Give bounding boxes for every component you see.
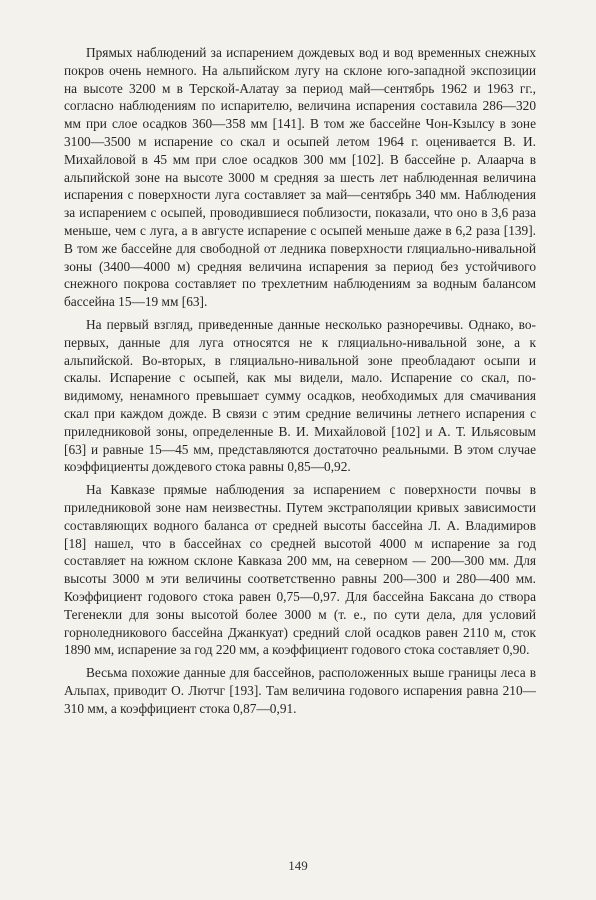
paragraph-2: На первый взгляд, приведенные данные несколько разноречивы. Однако, во-первых, данные для луга относятся не к гляциально-нивальной зоне, а к альпийской. Во-вторых, в гляциально-нивальной зоне преобладают осыпи и скалы. Испарение с осыпей, как мы видели, мало. Испарение со скал, по-видимому, ненамного превышает сумму осадков, необходимых для смачивания скал при каждом дожде. В связи с этим средние величины летнего испарения с приледниковой зоны, определенные В. И. Михайловой [102] и А. Т. Ильясовым [63] и равные 15—45 мм, представляются достаточно реальными. В этом случае коэффициенты дождевого стока равны 0,85—0,92. xyxy=(64,316,536,475)
paragraph-4: Весьма похожие данные для бассейнов, расположенных выше границы леса в Альпах, приводит О. Лютчг [193]. Там величина годового испарения равна 210—310 мм, а коэффициент стока 0,87—0,91. xyxy=(64,665,536,716)
body-text xyxy=(64,44,536,722)
paragraph-3: На Кавказе прямые наблюдения за испарением с поверхности почвы в приледниковой зоне нам неизвестны. Путем экстраполяции кривых зависимости составляющих водного баланса от средней высоты бассейна Л. А. Владимиров [18] нашел, что в бассейнах со средней высотой 4000 м испарение за год составляет на южном склоне Кавказа 200 мм, на северном — 200—300 мм. Для высоты 3000 м эти величины соответственно равны 200—300 и 280—400 мм. Коэффициент годового стока равен 0,75—0,97. Для бассейна Баксана до створа Тегенекли для зоны высотой более 3000 м (т. е., по сути дела, для условий горноледникового бассейна Джанкуат) средний слой осадков равен 2110 м, сток 1890 мм, испарение за год 220 мм, а коэффициент годового стока составляет 0,90. xyxy=(64,482,536,658)
paragraph-1: Прямых наблюдений за испарением дождевых вод и вод временных снежных покров очень немного. На альпийском лугу на склоне юго-западной экспозиции на высоте 3200 м в Терской-Алатау за период май—сентябрь 1962 и 1963 гг., согласно наблюдениям по испарителю, величина испарения составила 286—320 мм при слое осадков 360—358 мм [141]. В том же бассейне Чон-Кзылсу в зоне 3100—3500 м испарение со скал и осыпей летом 1964 г. оценивается В. И. Михайловой в 45 мм при слое осадков 300 мм [102]. В бассейне р. Алаарча в альпийской зоне на высоте 3000 м средняя за шесть лет наблюденная величина испарения с поверхности луга составляет за май—сентябрь 340 мм. Наблюдения за испарением с осыпей, проводившиеся поблизости, показали, что оно в 3,6 раза меньше, чем с луга, а в августе испарение с осыпей меньше даже в 6,2 раза [139]. В том же бассейне для свободной от ледника поверхности гляциально-нивальной зоны (3400—4000 м) средняя величина испарения за период без устойчивого снежного покрова составляет по трехлетним наблюдениям за водным балансом бассейна 15—19 мм [63]. xyxy=(64,45,536,310)
page-number: 149 xyxy=(288,858,308,873)
